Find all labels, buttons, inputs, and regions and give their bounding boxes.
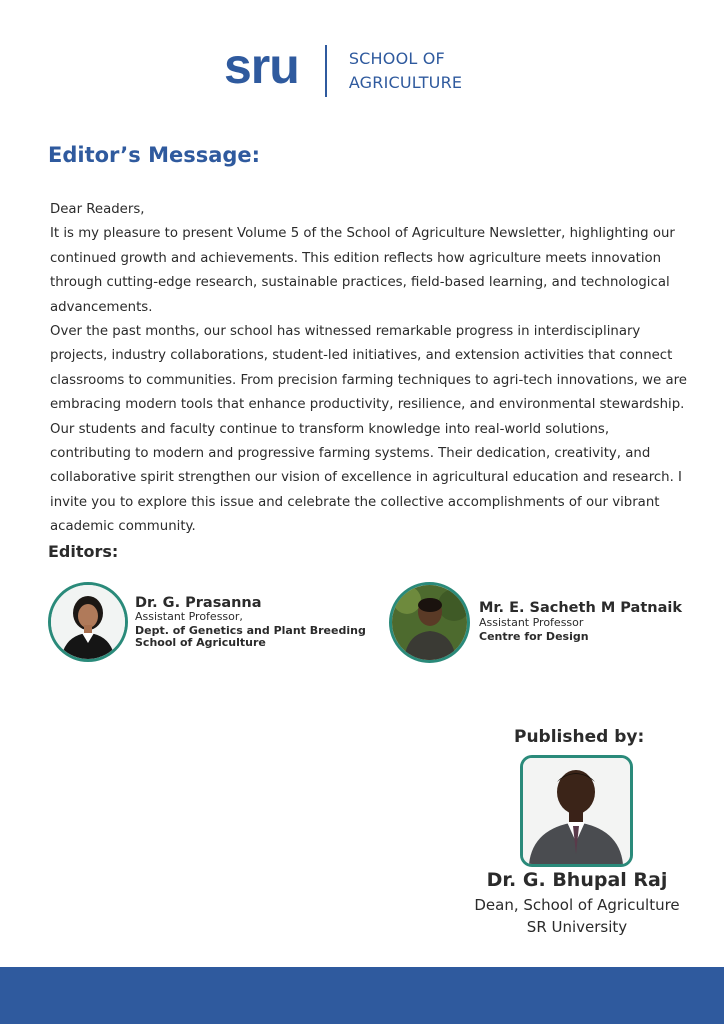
publisher-org: SR University	[526, 918, 628, 936]
editor-2-role: Assistant Professor	[479, 616, 584, 629]
salutation: Dear Readers,	[50, 202, 145, 217]
person-portrait-icon	[523, 758, 630, 864]
editor-2-name: Mr. E. Sacheth M Patnaik	[479, 600, 682, 616]
editor-1-school: School of Agriculture	[135, 636, 266, 649]
logo-school-name	[349, 47, 462, 95]
editor-1-role: Assistant Professor,	[135, 610, 243, 623]
editor-message-body	[50, 198, 690, 540]
publisher-title: Dean, School of Agriculture	[474, 896, 680, 914]
editor-2-dept: Centre for Design	[479, 630, 589, 643]
editor-1-name: Dr. G. Prasanna	[135, 595, 262, 611]
logo-school-line2: AGRICULTURE	[348, 73, 463, 92]
page-title: Editor’s Message:	[48, 143, 261, 167]
editor-1-dept: Dept. of Genetics and Plant Breeding	[135, 624, 366, 637]
message-paragraph-2: Over the past months, our school has witnessed remarkable progress in interdisciplinary projects, industry collaborations, student-led initiatives, and extension activities that connect classrooms to communities. From precision farming techniques to agri-tech innovations, we are embracing modern tools that enhance productivity, resilience, and environmental stewardship. Our students and faculty continue to transform knowledge into real-world solutions, contributing to modern and progressive farming systems. Their dedication, creativity, and collaborative spirit strengthen our vision of excellence in agricultural education and research. I invite you to explore this issue and celebrate the collective accomplishments of our vibrant academic community.	[50, 324, 687, 535]
logo-divider	[325, 45, 327, 97]
editor-1-photo	[48, 582, 128, 662]
person-portrait-icon	[51, 585, 125, 659]
message-paragraph-1: It is my pleasure to present Volume 5 of the School of Agriculture Newsletter, highlighting our continued growth and achievements. This edition reflects how agriculture meets innovation through cutting-edge research, sustainable practices, field-based learning, and technological advancements.	[50, 226, 675, 315]
sru-logo	[224, 38, 463, 98]
footer-bar	[0, 967, 724, 1024]
published-by-heading: Published by:	[514, 727, 645, 747]
logo-school-line1: SCHOOL OF	[348, 49, 445, 68]
publisher-photo	[520, 755, 633, 867]
logo-mark: sru	[224, 38, 299, 94]
publisher-name: Dr. G. Bhupal Raj	[486, 869, 668, 891]
person-portrait-icon	[392, 585, 467, 660]
editor-2-photo	[389, 582, 470, 663]
editors-heading: Editors:	[48, 542, 119, 561]
